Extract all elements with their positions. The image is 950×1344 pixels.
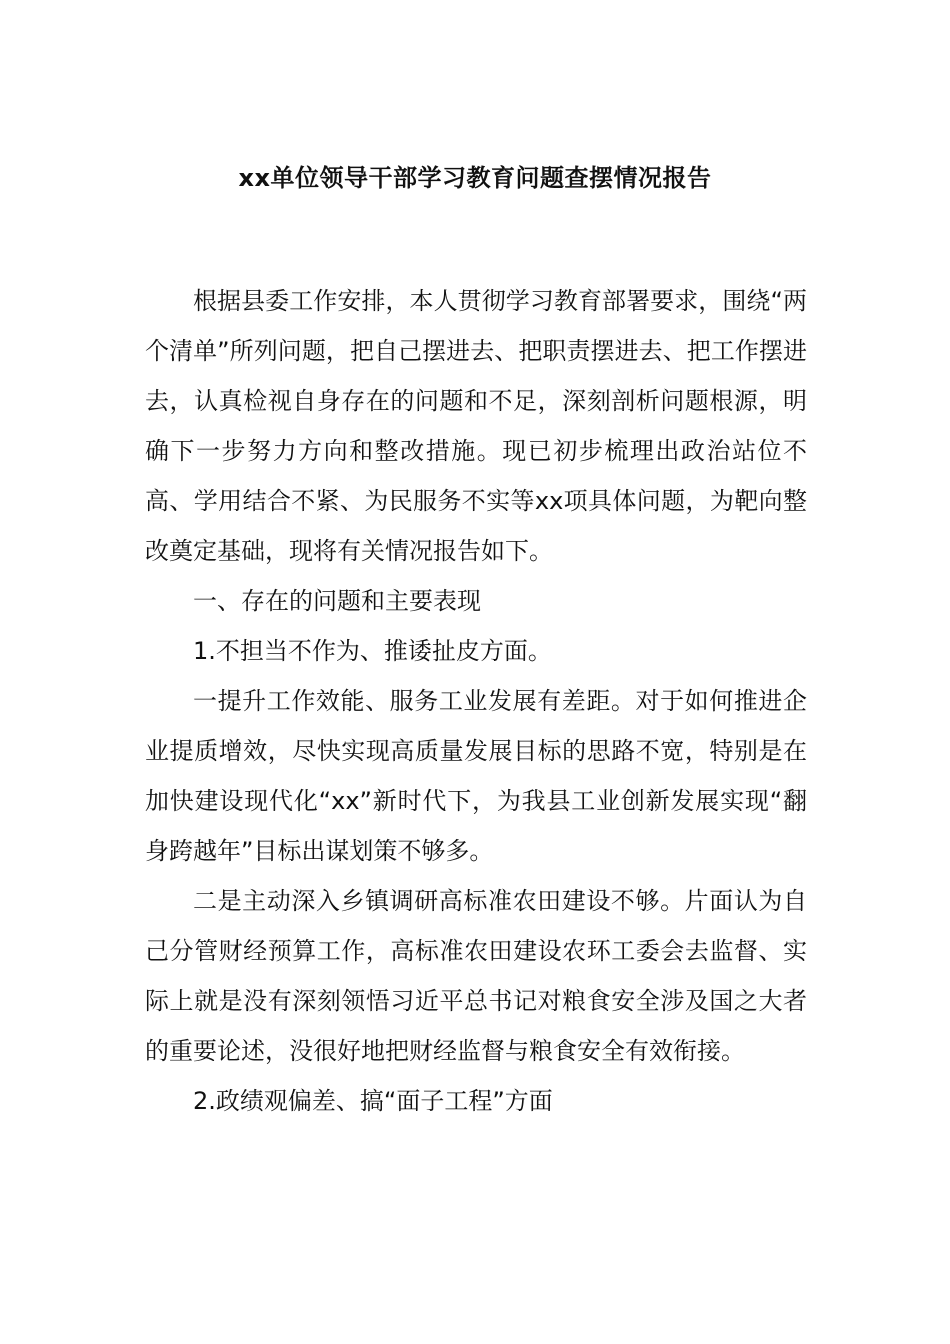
subsection-heading-2: 2.政绩观偏差、搞“面子工程”方面 — [193, 1087, 553, 1115]
section-heading-problems: 一、存在的问题和主要表现 — [193, 587, 481, 615]
subsection-heading-1: 1.不担当不作为、推诿扯皮方面。 — [193, 637, 552, 665]
paragraph-point-1: 一提升工作效能、服务工业发展有差距。对于如何推进企业提质增效，尽快实现高质量发展目标的思路不宽，特别是在加快建设现代化“xx”新时代下，为我县工业创新发展实现“翻身跨越年”目标出谋划策不够多。 — [145, 687, 807, 865]
document-body — [145, 276, 807, 1126]
paragraph-intro: 根据县委工作安排，本人贯彻学习教育部署要求，围绕“两个清单”所列问题，把自己摆进去、把职责摆进去、把工作摆进去，认真检视自身存在的问题和不足，深刻剖析问题根源，明确下一步努力方向和整改措施。现已初步梳理出政治站位不高、学用结合不紧、为民服务不实等xx项具体问题，为靶向整改奠定基础，现将有关情况报告如下。 — [145, 287, 807, 565]
document-title: xx单位领导干部学习教育问题查摆情况报告 — [238, 164, 712, 192]
paragraph-point-2: 二是主动深入乡镇调研高标准农田建设不够。片面认为自己分管财经预算工作，高标准农田建设农环工委会去监督、实际上就是没有深刻领悟习近平总书记对粮食安全涉及国之大者的重要论述，没很好地把财经监督与粮食安全有效衔接。 — [145, 887, 807, 1065]
